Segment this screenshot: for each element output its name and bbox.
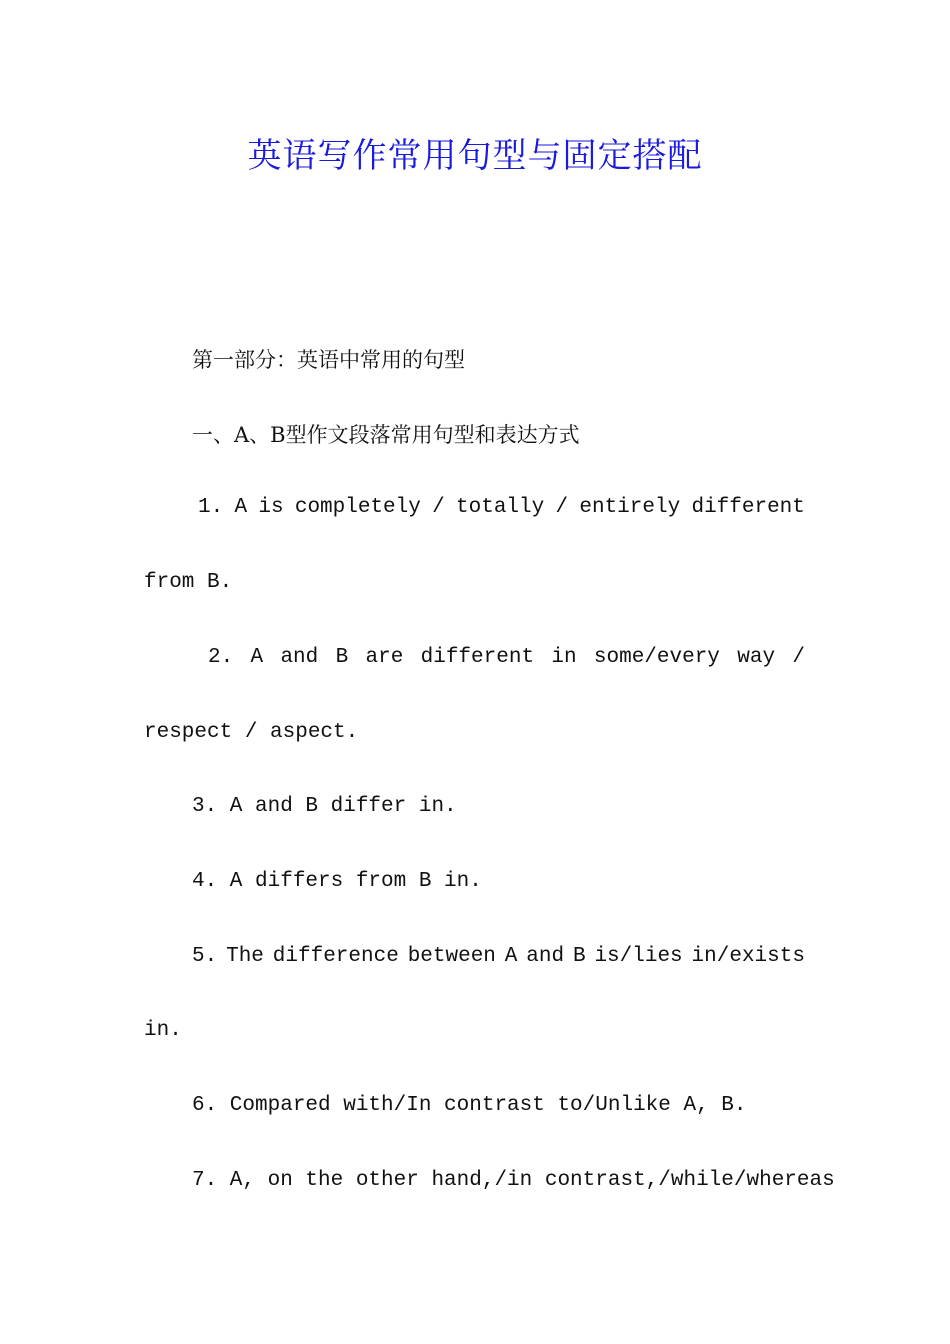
word: some/every bbox=[593, 646, 720, 669]
word: in/exists bbox=[691, 945, 805, 968]
word: / bbox=[555, 496, 569, 519]
word: is/lies bbox=[594, 945, 683, 968]
part-heading: 第一部分：英语中常用的句型 bbox=[192, 348, 465, 372]
list-item-5-line1 bbox=[192, 945, 805, 968]
word: completely bbox=[294, 496, 421, 519]
word: in bbox=[551, 646, 577, 669]
word: different bbox=[691, 496, 805, 519]
word: B bbox=[335, 646, 349, 669]
list-item-1-line2: from B. bbox=[144, 571, 233, 594]
word: and bbox=[526, 945, 565, 968]
word: The bbox=[226, 945, 264, 968]
word: is bbox=[258, 496, 284, 519]
word: / bbox=[432, 496, 445, 519]
word: way bbox=[737, 646, 776, 669]
word: entirely bbox=[579, 496, 681, 519]
word: A bbox=[250, 646, 264, 669]
word: 5. bbox=[192, 945, 218, 968]
word: 1. bbox=[198, 496, 224, 519]
word: are bbox=[365, 646, 404, 669]
word: between bbox=[407, 945, 496, 968]
list-item-5-line2: in. bbox=[144, 1019, 182, 1042]
word: and bbox=[280, 646, 319, 669]
list-item-1-line1 bbox=[198, 496, 805, 519]
list-item-2-line2: respect / aspect. bbox=[144, 721, 359, 744]
word: difference bbox=[272, 945, 399, 968]
word: A bbox=[504, 945, 518, 968]
list-item-7: 7. A, on the other hand,/in contrast,/while/whereas bbox=[192, 1169, 835, 1192]
list-item-6: 6. Compared with/In contrast to/Unlike A, B. bbox=[192, 1094, 747, 1117]
list-item-3: 3. A and B differ in. bbox=[192, 795, 457, 818]
list-item-2-line1 bbox=[208, 646, 805, 669]
list-item-4: 4. A differs from B in. bbox=[192, 870, 482, 893]
word: totally bbox=[456, 496, 545, 519]
word: / bbox=[792, 646, 805, 669]
document-title: 英语写作常用句型与固定搭配 bbox=[247, 136, 703, 176]
word: different bbox=[420, 646, 535, 669]
word: B bbox=[572, 945, 586, 968]
word: 2. bbox=[208, 646, 234, 669]
section-heading: 一、A、B型作文段落常用句型和表达方式 bbox=[192, 423, 580, 447]
word: A bbox=[234, 496, 248, 519]
